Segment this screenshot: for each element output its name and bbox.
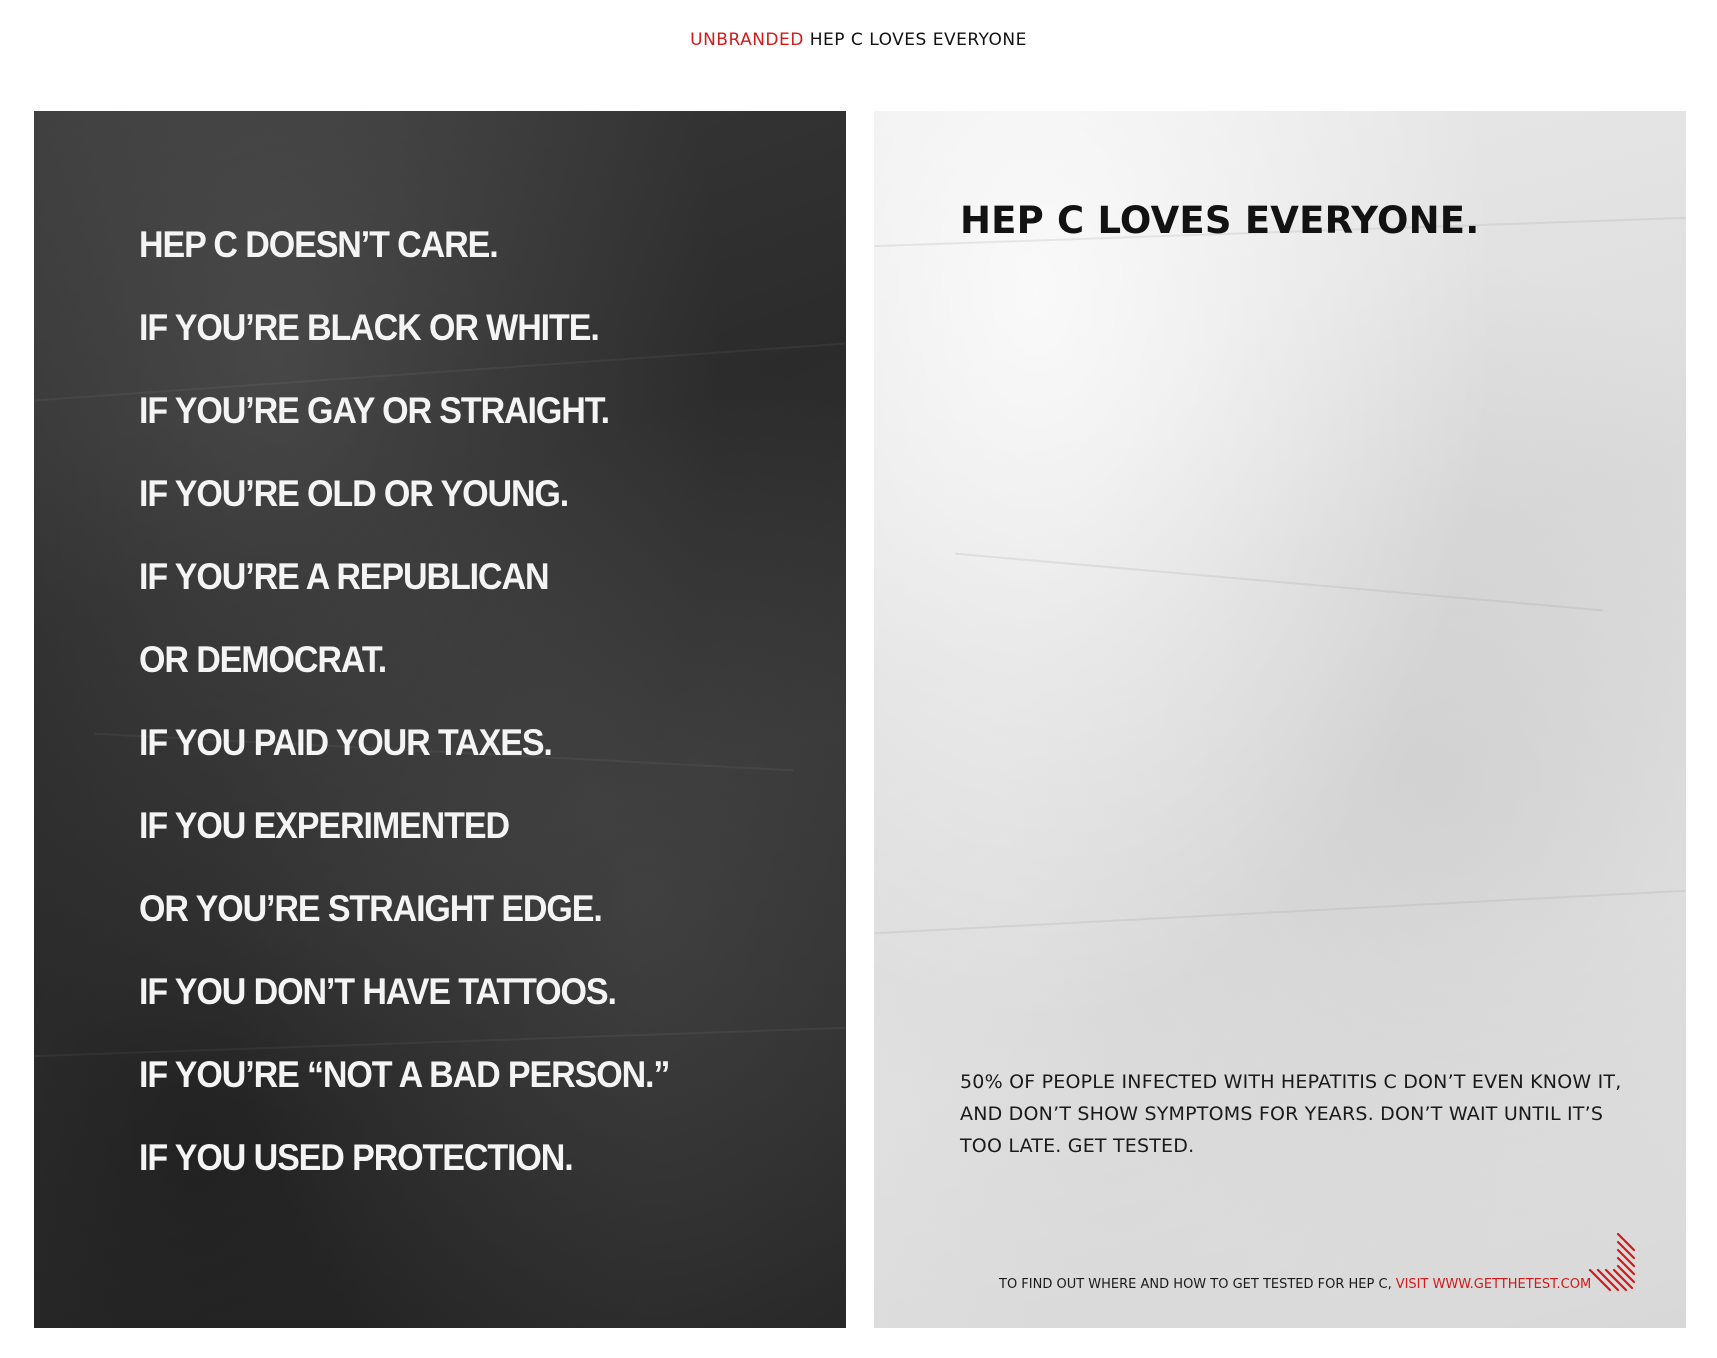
dark-poster-line: IF YOU DON’T HAVE TATTOOS. [139, 971, 616, 1012]
dark-poster-line: IF YOU EXPERIMENTED [139, 805, 509, 846]
light-poster [874, 111, 1686, 1328]
light-poster-headline: HEP C LOVES EVERYONE. [960, 199, 1480, 242]
dark-poster [34, 111, 846, 1328]
footer-link[interactable]: VISIT WWW.GETTHETEST.COM [1395, 1277, 1592, 1292]
page-title-text: HEP C LOVES EVERYONE [809, 30, 1027, 50]
dark-poster-line: OR DEMOCRAT. [139, 639, 387, 680]
dark-poster-line: IF YOU’RE GAY OR STRAIGHT. [139, 390, 610, 431]
dark-poster-line: HEP C DOESN’T CARE. [139, 224, 498, 265]
striped-check-logo-icon [1584, 1228, 1639, 1298]
dark-poster-line: OR YOU’RE STRAIGHT EDGE. [139, 888, 602, 929]
light-poster-body: 50% OF PEOPLE INFECTED WITH HEPATITIS C DON’T EVEN KNOW IT, AND DON’T SHOW SYMPTOMS FOR YEARS. DON’T WAIT UNTIL IT’S TOO LATE. GET TESTED. [960, 1071, 1622, 1157]
dark-poster-line: IF YOU’RE BLACK OR WHITE. [139, 307, 599, 348]
page-title [0, 30, 1717, 50]
dark-poster-line: IF YOU’RE OLD OR YOUNG. [139, 473, 569, 514]
dark-poster-line: IF YOU USED PROTECTION. [139, 1137, 573, 1178]
dark-poster-lines [139, 203, 715, 1199]
dark-poster-line: IF YOU’RE “NOT A BAD PERSON.” [139, 1054, 670, 1095]
page-title-accent: UNBRANDED [690, 30, 804, 50]
dark-poster-line: IF YOU PAID YOUR TAXES. [139, 722, 552, 763]
light-poster-footer [999, 1277, 1592, 1292]
footer-text: TO FIND OUT WHERE AND HOW TO GET TESTED FOR HEP C, [999, 1277, 1392, 1292]
dark-poster-line: IF YOU’RE A REPUBLICAN [139, 556, 549, 597]
